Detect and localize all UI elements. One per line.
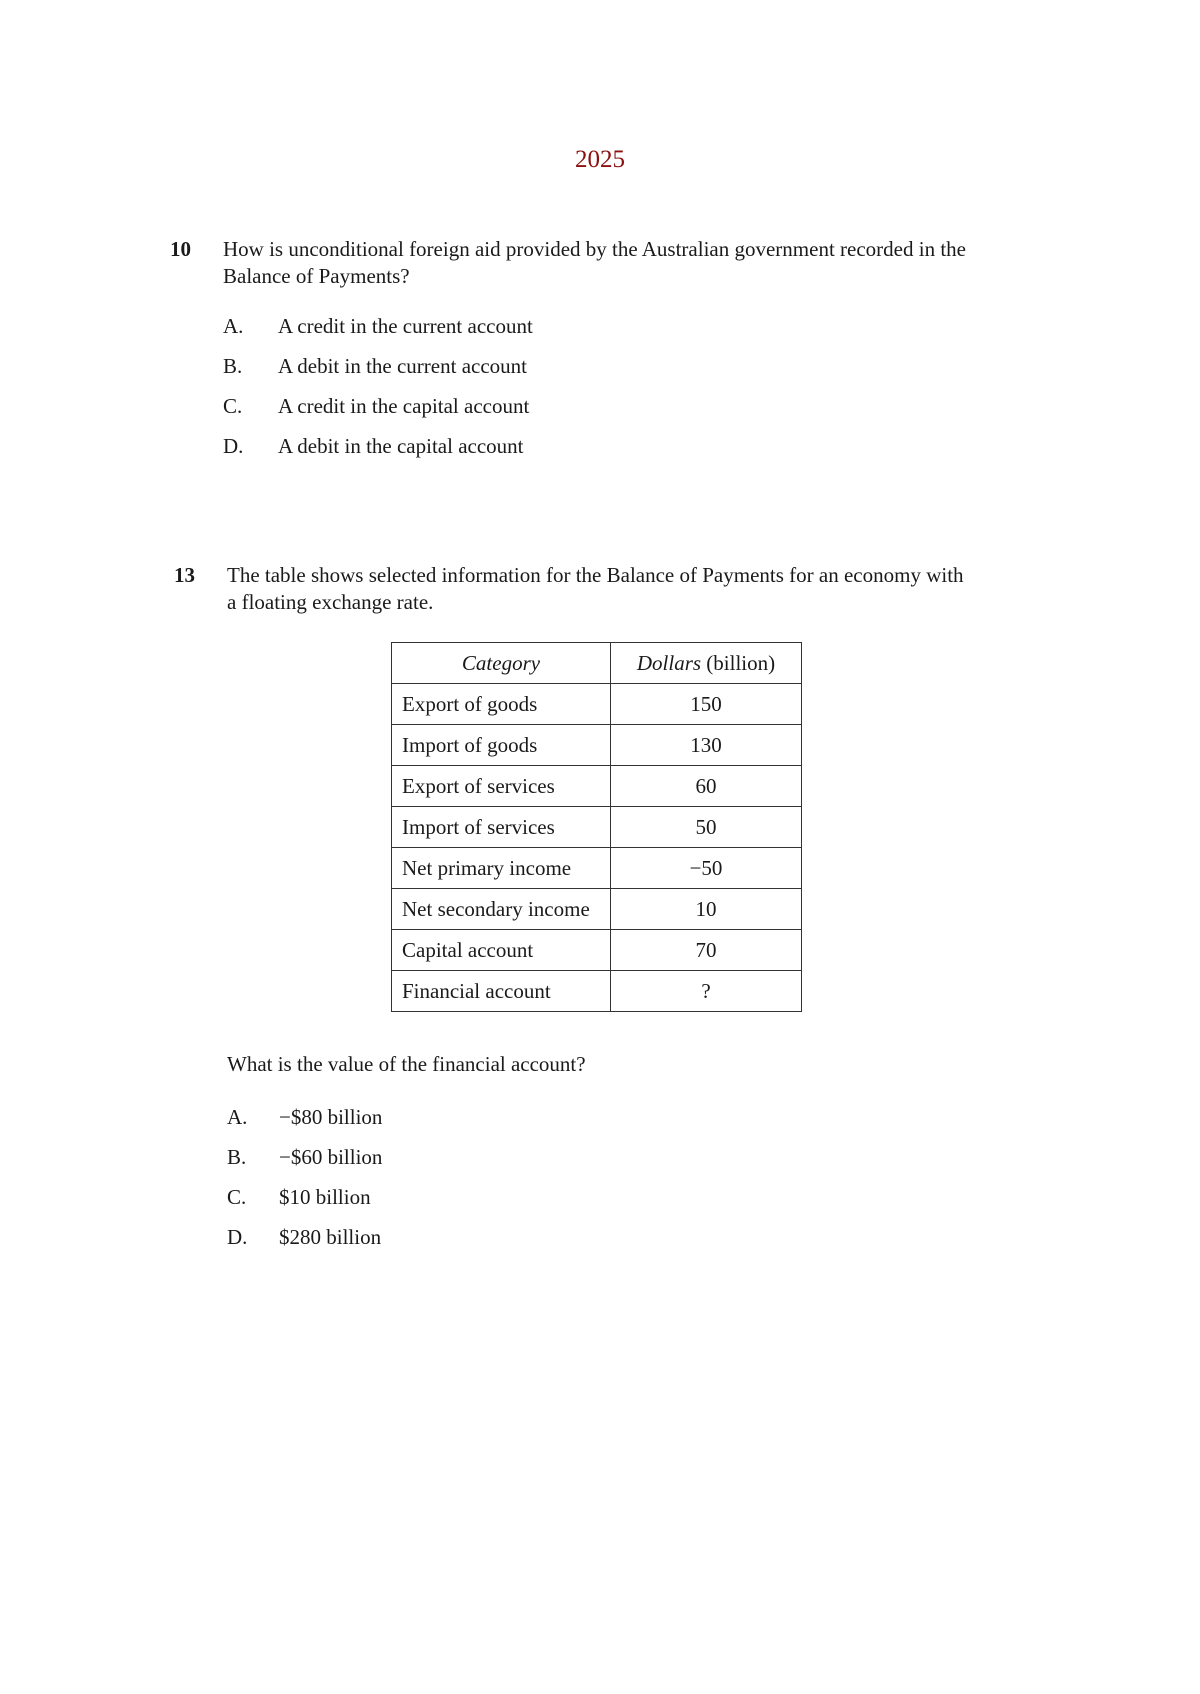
table-row	[392, 807, 802, 848]
option-d[interactable]	[223, 433, 823, 473]
option-text: A credit in the capital account	[278, 394, 530, 418]
question-number: 13	[174, 563, 195, 587]
value-cell: 130	[611, 725, 802, 766]
option-a[interactable]	[227, 1104, 827, 1144]
option-letter: A.	[223, 314, 244, 338]
option-letter: B.	[223, 354, 243, 378]
table-header-row	[392, 643, 802, 684]
question-text-line: The table shows selected information for the Balance of Payments for an economy with	[227, 563, 964, 587]
category-cell: Net secondary income	[392, 889, 611, 930]
option-letter: B.	[227, 1145, 247, 1169]
table-row	[392, 684, 802, 725]
value-cell: 60	[611, 766, 802, 807]
value-cell: −50	[611, 848, 802, 889]
category-cell: Export of goods	[392, 684, 611, 725]
option-b[interactable]	[223, 353, 823, 393]
option-letter: D.	[227, 1225, 248, 1249]
option-b[interactable]	[227, 1144, 827, 1184]
table-row	[392, 848, 802, 889]
question-text-line: How is unconditional foreign aid provided by the Australian government recorded in the	[223, 237, 966, 261]
column-header-category: Category	[392, 643, 611, 684]
question-prompt: What is the value of the financial account?	[227, 1052, 586, 1076]
question-number: 10	[170, 237, 191, 261]
option-text: A debit in the capital account	[278, 434, 524, 458]
option-text: $280 billion	[279, 1225, 382, 1249]
category-cell: Financial account	[392, 971, 611, 1012]
question-text	[223, 236, 1063, 290]
option-a[interactable]	[223, 313, 823, 353]
value-cell: ?	[611, 971, 802, 1012]
value-cell: 50	[611, 807, 802, 848]
table-row	[392, 889, 802, 930]
table-row	[392, 766, 802, 807]
table-row	[392, 725, 802, 766]
option-letter: A.	[227, 1105, 248, 1129]
option-c[interactable]	[227, 1184, 827, 1224]
balance-of-payments-table	[391, 642, 802, 1012]
column-header-dollars	[611, 643, 802, 684]
category-cell: Import of services	[392, 807, 611, 848]
answer-options	[227, 1104, 827, 1264]
question-text-line: a floating exchange rate.	[227, 590, 434, 614]
option-text: A credit in the current account	[278, 314, 533, 338]
category-cell: Capital account	[392, 930, 611, 971]
table-row	[392, 971, 802, 1012]
option-letter: C.	[227, 1185, 247, 1209]
value-cell: 70	[611, 930, 802, 971]
option-letter: D.	[223, 434, 244, 458]
question-text	[227, 562, 1067, 616]
option-c[interactable]	[223, 393, 823, 433]
option-text: −$60 billion	[279, 1145, 383, 1169]
category-cell: Import of goods	[392, 725, 611, 766]
category-cell: Net primary income	[392, 848, 611, 889]
option-d[interactable]	[227, 1224, 827, 1264]
question-text-line: Balance of Payments?	[223, 264, 410, 288]
value-cell: 150	[611, 684, 802, 725]
option-letter: C.	[223, 394, 243, 418]
table-row	[392, 930, 802, 971]
answer-options	[223, 313, 823, 473]
option-text: $10 billion	[279, 1185, 371, 1209]
header-dollars-label: Dollars	[636, 650, 702, 675]
option-text: A debit in the current account	[278, 354, 527, 378]
page-year-heading: 2025	[575, 146, 625, 173]
header-unit-label: (billion)	[706, 650, 776, 675]
option-text: −$80 billion	[279, 1105, 383, 1129]
category-cell: Export of services	[392, 766, 611, 807]
value-cell: 10	[611, 889, 802, 930]
